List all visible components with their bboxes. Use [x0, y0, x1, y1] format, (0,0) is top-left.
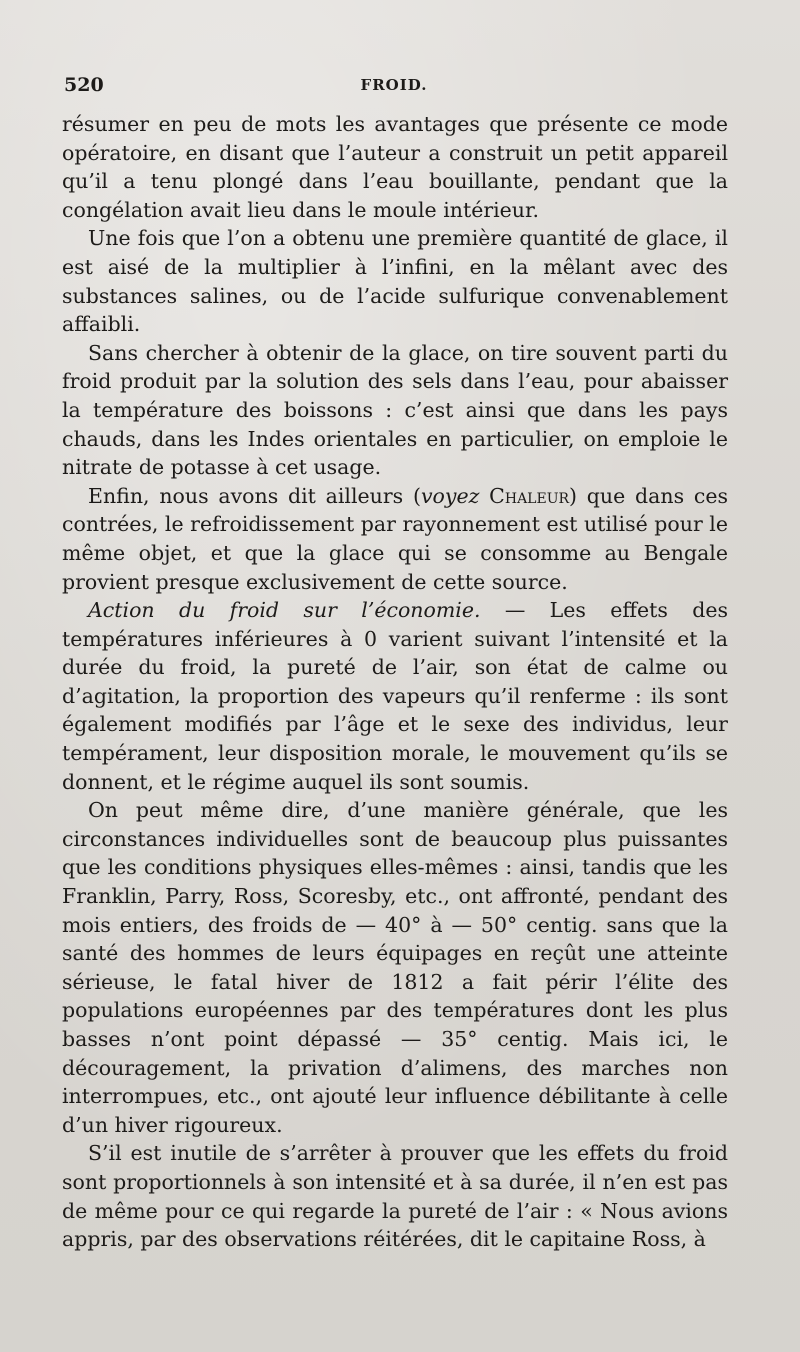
running-head: FROID.: [360, 76, 428, 94]
body-text: [62, 110, 728, 1254]
paragraph-7: S’il est inutile de s’arrêter à prouver que les effets du froid sont proportionnels à son intensité et à sa durée, il n’en est pas de même pour ce qui regarde la pureté de l’air : « Nous avions appris, par des observations réitérées, dit le capitaine Ross, à: [62, 1141, 728, 1252]
paragraph-4-text-b: ) que dans ces contrées, le refroidissement par rayonnement est utilisé pour le même objet, et que la glace qui se consomme au Bengale provient presque exclusivement de cette source.: [62, 483, 728, 594]
paragraph-5-text: — Les effets des températures inférieures à 0 varient suivant l’intensité et la durée du froid, la pureté de l’air, son état de calme ou d’agitation, la proportion des vapeurs qu’il renferme : ils sont également modifiés par l’âge et le sexe des individus, leur tempérament, leur disposition morale, le mouvement qu’ils se donnent, et le régime auquel ils sont soumis.: [62, 598, 728, 794]
voyez-word: voyez: [420, 483, 480, 508]
section-title: Action du froid sur l’économie.: [88, 598, 481, 623]
paragraph-5: [62, 596, 728, 796]
paragraph-4-text-a: Enfin, nous avons dit ailleurs (: [88, 483, 421, 508]
paragraph-6: On peut même dire, d’une manière générale, que les circonstances individuelles sont de beaucoup plus puissantes que les conditions physiques elles-mêmes : ainsi, tandis que les Franklin, Parry, Ross, Scoresby, etc., ont affronté, pendant des mois entiers, des froids de — 40° à — 50° centig. sans que la santé des hommes de leurs équipages en reçût une atteinte sérieuse, le fatal hiver de 1812 a fait périr l’élite des populations européennes par des températures dont les plus basses n’ont point dépassé — 35° centig. Mais ici, le découragement, la privation d’alimens, des marches non interrompues, etc., ont ajouté leur influence débilitante à celle d’un hiver rigoureux.: [62, 798, 728, 1137]
chaleur-reference: Chaleur: [489, 483, 570, 508]
paragraph-4: [62, 482, 728, 596]
paragraph-3: Sans chercher à obtenir de la glace, on tire souvent parti du froid produit par la solution des sels dans l’eau, pour abaisser la température des boissons : c’est ainsi que dans les pays chauds, dans les Indes orientales en particulier, on emploie le nitrate de potasse à cet usage.: [62, 340, 728, 480]
paragraph-1: résumer en peu de mots les avantages que présente ce mode opératoire, en disant que l’auteur a construit un petit appareil qu’il a tenu plongé dans l’eau bouillante, pendant que la congélation avait lieu dans le moule intérieur.: [62, 112, 728, 222]
paragraph-2: Une fois que l’on a obtenu une première quantité de glace, il est aisé de la multiplier à l’infini, en la mêlant avec des substances salines, ou de l’acide sulfurique convenablement affaibli.: [62, 226, 728, 337]
page-header: [64, 70, 724, 106]
page-number: 520: [64, 74, 104, 96]
